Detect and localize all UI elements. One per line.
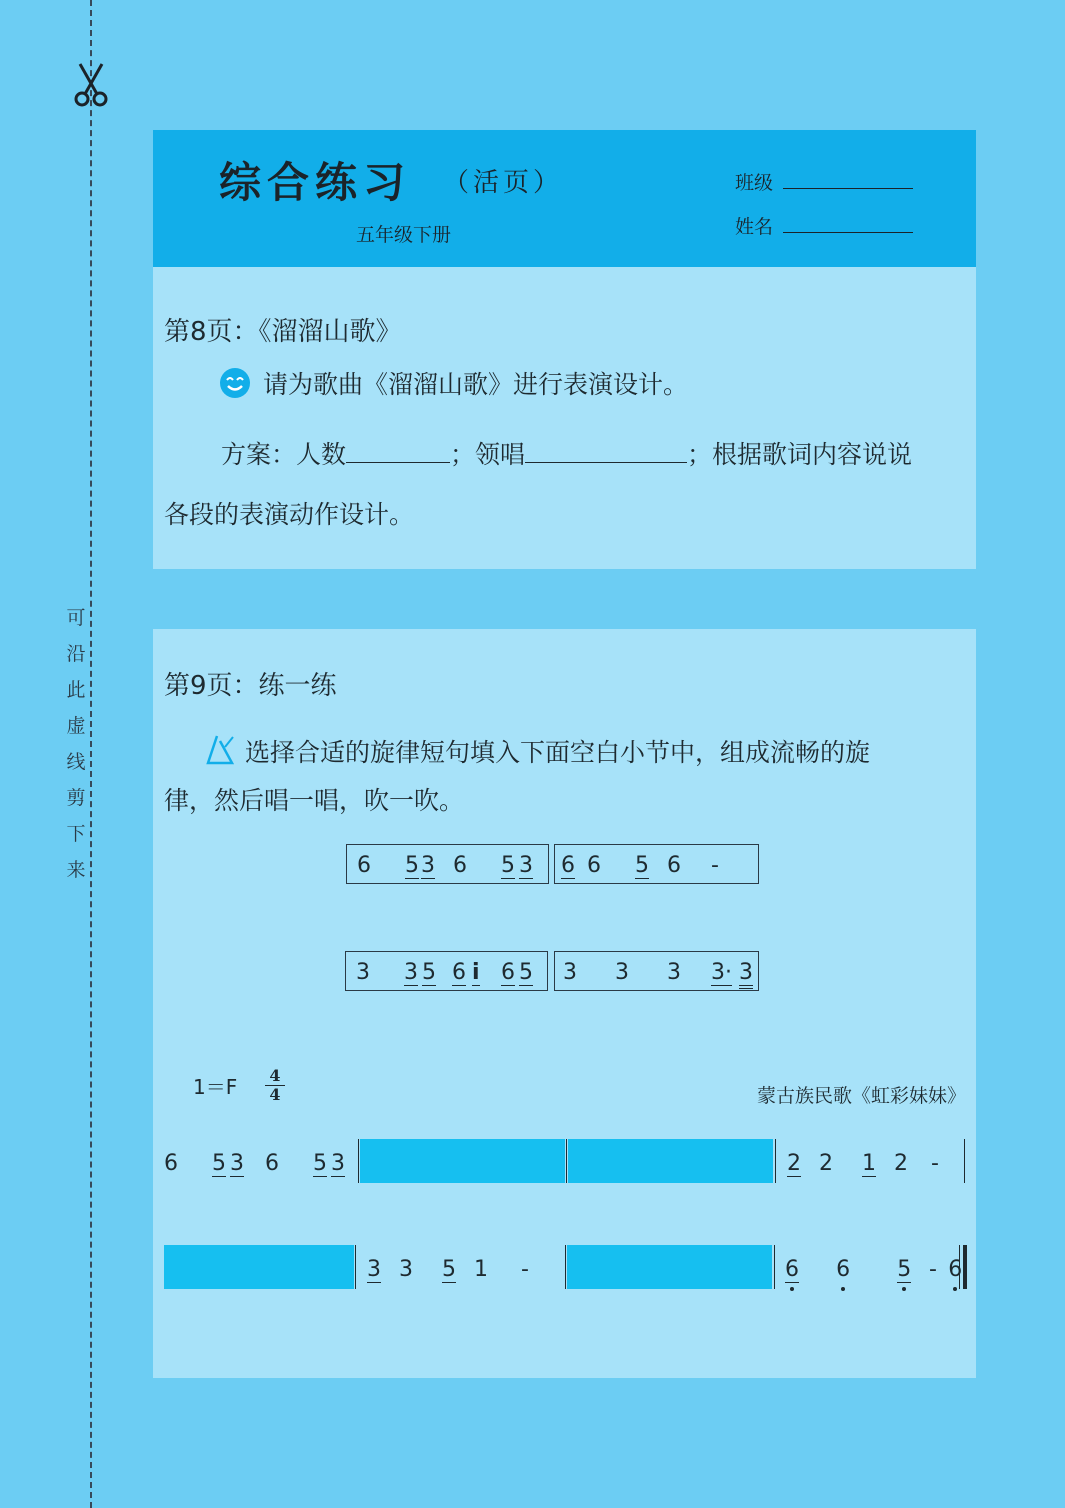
cut-dashed-line	[90, 0, 92, 1508]
grade-label: 五年级下册	[356, 224, 452, 246]
section8-task: 请为歌曲《溜溜山歌》进行表演设计。	[263, 370, 689, 399]
section-page9: 第9页：练一练 选择合适的旋律短句填入下面空白小节中，组成流畅的旋 律，然后唱一唱，吹一吹。 6 5 3 6 5 3 6 6 5 6 - 3 3 5 6 i 6 5 3 3 3 3· 3 1＝F 4 4 蒙古族民歌《虹彩妹妹》 6 5 3 6 5 3 2 2 1 2 - 3 3 5 1 - 6 6 5 6 -	[153, 629, 976, 1378]
option-box-1[interactable]: 6 5 3 6 5 3	[346, 844, 549, 884]
page-title: 综合练习	[219, 158, 412, 207]
blank-measure-1[interactable]	[360, 1139, 565, 1183]
section8-plan: 方案：人数 ；领唱 ；根据歌词内容说说	[221, 440, 913, 469]
triangle-instrument-icon	[205, 733, 235, 767]
option-box-4[interactable]: 3 3 3 3· 3	[554, 951, 759, 991]
song-source: 蒙古族民歌《虹彩妹妹》	[756, 1085, 966, 1107]
option-box-2[interactable]: 6 6 5 6 -	[554, 844, 759, 884]
section8-title: 第8页：《溜溜山歌》	[164, 317, 402, 347]
people-count-blank[interactable]	[346, 461, 450, 463]
final-barline	[963, 1245, 967, 1289]
class-label: 班级	[735, 172, 774, 194]
class-field[interactable]	[783, 188, 913, 189]
scissors-icon	[72, 60, 110, 108]
key-signature: 1＝F	[193, 1075, 238, 1099]
section9-title: 第9页：练一练	[164, 671, 337, 701]
option-box-3[interactable]: 3 3 5 6 i 6 5	[345, 951, 548, 991]
time-signature: 4 4	[265, 1067, 285, 1104]
name-field[interactable]	[783, 232, 913, 233]
cut-hint: 可 沿 此 虚 线 剪 下 来	[66, 607, 86, 881]
smiley-icon	[219, 367, 251, 399]
blank-measure-4[interactable]	[567, 1245, 772, 1289]
section-page8	[153, 267, 976, 569]
section9-task-line2: 律，然后唱一唱，吹一吹。	[164, 786, 465, 815]
blank-measure-3[interactable]	[164, 1245, 354, 1289]
lead-singer-blank[interactable]	[525, 461, 687, 463]
section9-task-line1: 选择合适的旋律短句填入下面空白小节中，组成流畅的旋	[245, 738, 871, 767]
blank-measure-2[interactable]	[568, 1139, 773, 1183]
name-label: 姓名	[735, 216, 774, 238]
page-title-sub: （活页）	[443, 168, 564, 198]
worksheet-header	[153, 130, 976, 267]
section8-plan-line2: 各段的表演动作设计。	[164, 500, 415, 529]
